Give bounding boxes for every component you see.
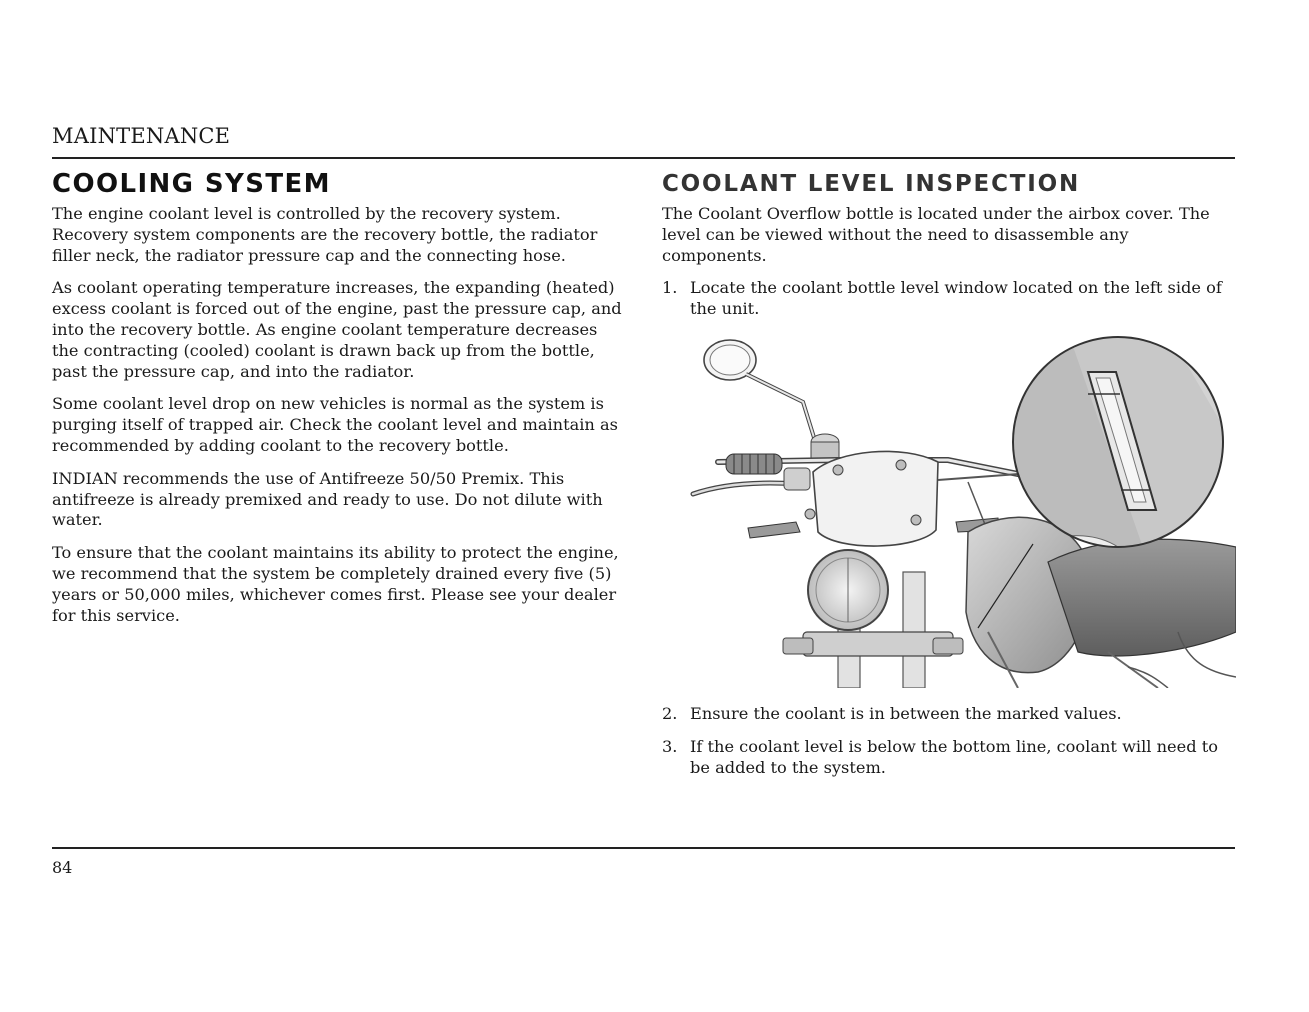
paragraph-level-drop: Some coolant level drop on new vehicles is normal as the system is purging itself of trapped air. Check the coolant level and maintain as recommended by adding coolant to the recovery bottle. bbox=[52, 394, 618, 455]
coolant-inspection-column bbox=[662, 168, 1237, 332]
cooling-system-column bbox=[52, 168, 627, 638]
paragraph-operating-temperature: As coolant operating temperature increases, the expanding (heated) excess coolant is forced out of the engine, past the pressure cap, and into the recovery bottle. As engine coolant temperature decreases the contracting (cooled) coolant is drawn back up from the bottle, past the pressure cap, and into the radiator. bbox=[52, 278, 622, 381]
motorcycle-front-drawing bbox=[688, 332, 1236, 688]
paragraph-antifreeze: INDIAN recommends the use of Antifreeze 50/50 Premix. This antifreeze is already premixed and ready to use. Do not dilute with water. bbox=[52, 468, 603, 530]
paragraph-recovery-system: The engine coolant level is controlled by the recovery system. Recovery system components are the recovery bottle, the radiator filler neck, the radiator pressure cap and the connecting hose. bbox=[52, 204, 598, 265]
cooling-system-title: COOLING SYSTEM bbox=[52, 169, 331, 199]
step-text: If the coolant level is below the bottom line, coolant will need to be added to the system. bbox=[690, 736, 1218, 777]
step-number: 1. bbox=[662, 278, 678, 298]
step-number: 2. bbox=[662, 704, 678, 723]
step-text: Ensure the coolant is in between the marked values. bbox=[690, 704, 1122, 723]
step-number: 3. bbox=[662, 736, 678, 756]
step-2 bbox=[662, 704, 1237, 725]
coolant-inspection-title: COOLANT LEVEL INSPECTION bbox=[662, 171, 1080, 197]
section-header: MAINTENANCE bbox=[52, 124, 231, 148]
step-text: Locate the coolant bottle level window located on the left side of the unit. bbox=[690, 278, 1222, 319]
paragraph-drain-interval: To ensure that the coolant maintains its ability to protect the engine, we recommend that the system be completely drained every five (5) years or 50,000 miles, whichever comes first. Please see your dealer for this service. bbox=[52, 543, 619, 625]
page-number: 84 bbox=[52, 858, 73, 877]
step-1 bbox=[662, 278, 1237, 320]
header-rule bbox=[52, 157, 1235, 159]
footer-rule bbox=[52, 847, 1235, 849]
step-3 bbox=[662, 737, 1237, 779]
paragraph-overflow-bottle: The Coolant Overflow bottle is located under the airbox cover. The level can be viewed without the need to disassemble any components. bbox=[662, 204, 1210, 265]
lower-steps bbox=[662, 704, 1237, 790]
coolant-bottle-illustration bbox=[688, 332, 1236, 688]
